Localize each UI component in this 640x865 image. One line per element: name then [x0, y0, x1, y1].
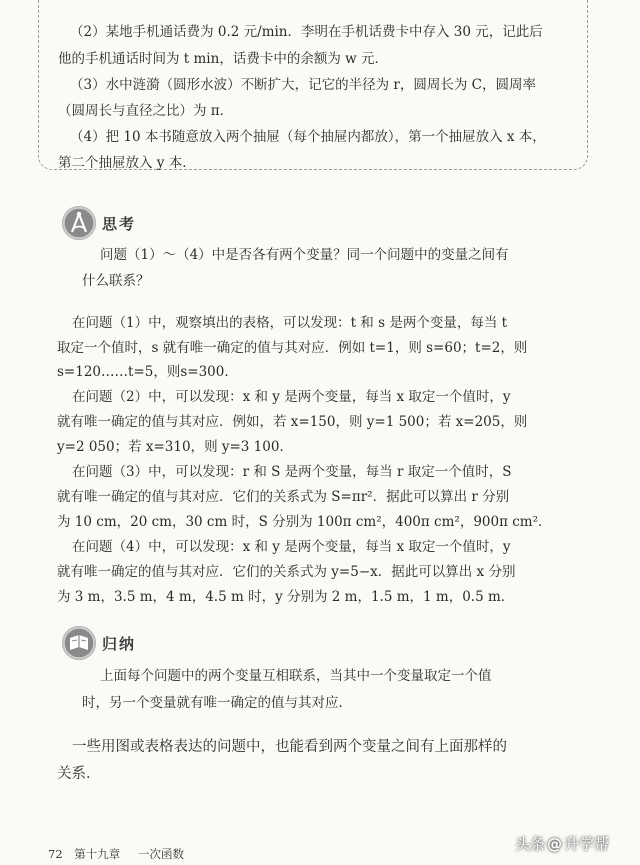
body-para-4-line-3: 为 3 m，3.5 m，4 m，4.5 m 时，y 分别为 2 m，1.5 m，1 m，0.5 m． [57, 589, 515, 605]
summary-header [62, 626, 136, 660]
think-title: 思考 [102, 214, 137, 233]
problem-4-line-2: 第二个抽屉放入 y 本． [58, 155, 196, 171]
body-para-1-line-1: 在问题（1）中，观察填出的表格，可以发现：t 和 s 是两个变量，每当 t [72, 315, 508, 331]
closing-line-2: 关系． [57, 766, 101, 782]
body-para-4-line-1: 在问题（4）中，可以发现：x 和 y 是两个变量，每当 x 取定一个值时，y [72, 539, 511, 555]
body-para-3-line-3: 为 10 cm，20 cm，30 cm 时，S 分别为 100π cm²，400π cm²，900π cm²． [57, 514, 552, 530]
chapter-number: 第十九章 [74, 847, 121, 861]
body-para-1-line-3: s=120……t=5，则s=300． [57, 364, 238, 380]
closing-line-1: 一些用图或表格表达的问题中，也能看到两个变量之间有上面那样的 [72, 739, 507, 755]
summary-line-1: 上面每个问题中的两个变量互相联系，当其中一个变量取定一个值 [100, 668, 492, 684]
body-para-3-line-2: 就有唯一确定的值与其对应．它们的关系式为 S=πr²．据此可以算出 r 分别 [57, 489, 510, 505]
body-para-2-line-2: 就有唯一确定的值与其对应．例如，若 x=150，则 y=1 500；若 x=205，则 [57, 414, 528, 430]
watermark-at: @ [547, 835, 563, 853]
summary-title: 归纳 [102, 634, 137, 653]
page-number: 72 [48, 847, 63, 861]
watermark-prefix: 头条 [515, 835, 546, 853]
body-para-2-line-3: y=2 050；若 x=310，则 y=3 100． [57, 439, 293, 455]
body-para-3-line-1: 在问题（3）中，可以发现：r 和 S 是两个变量，每当 r 取定一个值时，S [72, 464, 512, 480]
problem-2-line-1: （2）某地手机通话费为 0.2 元/min．李明在手机话费卡中存入 30 元，记此后 [70, 24, 543, 40]
think-question-line-1: 问题（1）～（4）中是否各有两个变量？同一个问题中的变量之间有 [100, 247, 509, 263]
watermark [515, 833, 609, 854]
problem-4-line-1: （4）把 10 本书随意放入两个抽屉（每个抽屉内都放），第一个抽屉放入 x 本， [70, 129, 546, 145]
think-question-line-2: 什么联系？ [82, 273, 150, 289]
problem-3-line-2: （圆周长与直径之比）为 π． [58, 103, 234, 119]
book-icon [62, 626, 96, 660]
body-para-4-line-2: 就有唯一确定的值与其对应．它们的关系式为 y=5−x．据此可以算出 x 分别 [57, 564, 516, 580]
compass-icon [62, 206, 96, 240]
body-para-1-line-2: 取定一个值时，s 就有唯一确定的值与其对应．例如 t=1，则 s=60；t=2，则 [57, 340, 528, 356]
chapter-title: 一次函数 [137, 847, 184, 861]
problem-3-line-1: （3）水中涟漪（圆形水波）不断扩大，记它的半径为 r，圆周长为 C，圆周率 [70, 77, 536, 93]
think-header [62, 206, 136, 240]
body-para-2-line-1: 在问题（2）中，可以发现：x 和 y 是两个变量，每当 x 取定一个值时，y [72, 389, 511, 405]
watermark-name: 升学帮 [564, 835, 610, 853]
summary-line-2: 时，另一个变量就有唯一确定的值与其对应． [82, 695, 352, 711]
page-footer [48, 846, 184, 862]
problem-2-line-2: 他的手机通话时间为 t min，话费卡中的余额为 w 元． [58, 51, 388, 67]
